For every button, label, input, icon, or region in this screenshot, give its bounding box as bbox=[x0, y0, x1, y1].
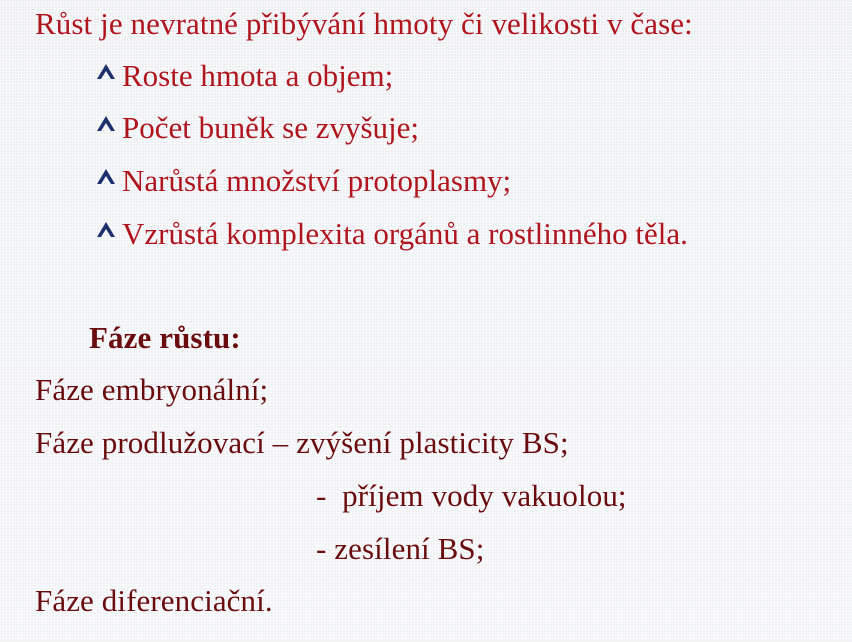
bullet-text: Vzrůstá komplexita orgánů a rostlinného těla. bbox=[122, 216, 688, 251]
navy-chevron-icon bbox=[96, 108, 118, 148]
phase-sub-item: - příjem vody vakuolou; bbox=[316, 478, 627, 513]
bullet-item bbox=[96, 214, 688, 254]
bullet-text: Roste hmota a objem; bbox=[122, 58, 394, 93]
phase-differentiation: Fáze diferenciační. bbox=[35, 583, 273, 618]
bullet-text: Narůstá množství protoplasmy; bbox=[122, 163, 512, 198]
bullet-item bbox=[96, 161, 511, 201]
bullet-item bbox=[96, 108, 419, 148]
phase-sub-item: - zesílení BS; bbox=[316, 531, 485, 566]
bullet-text: Počet buněk se zvyšuje; bbox=[122, 110, 420, 145]
intro-text: Růst je nevratné přibývání hmoty či velikosti v čase: bbox=[35, 6, 693, 41]
navy-chevron-icon bbox=[96, 161, 118, 201]
phase-embryonic: Fáze embryonální; bbox=[35, 372, 269, 407]
phases-heading: Fáze růstu: bbox=[89, 320, 241, 355]
phase-elongation: Fáze prodlužovací – zvýšení plasticity BS; bbox=[35, 425, 569, 460]
navy-chevron-icon bbox=[96, 56, 118, 96]
navy-chevron-icon bbox=[96, 214, 118, 254]
bullet-item bbox=[96, 56, 393, 96]
